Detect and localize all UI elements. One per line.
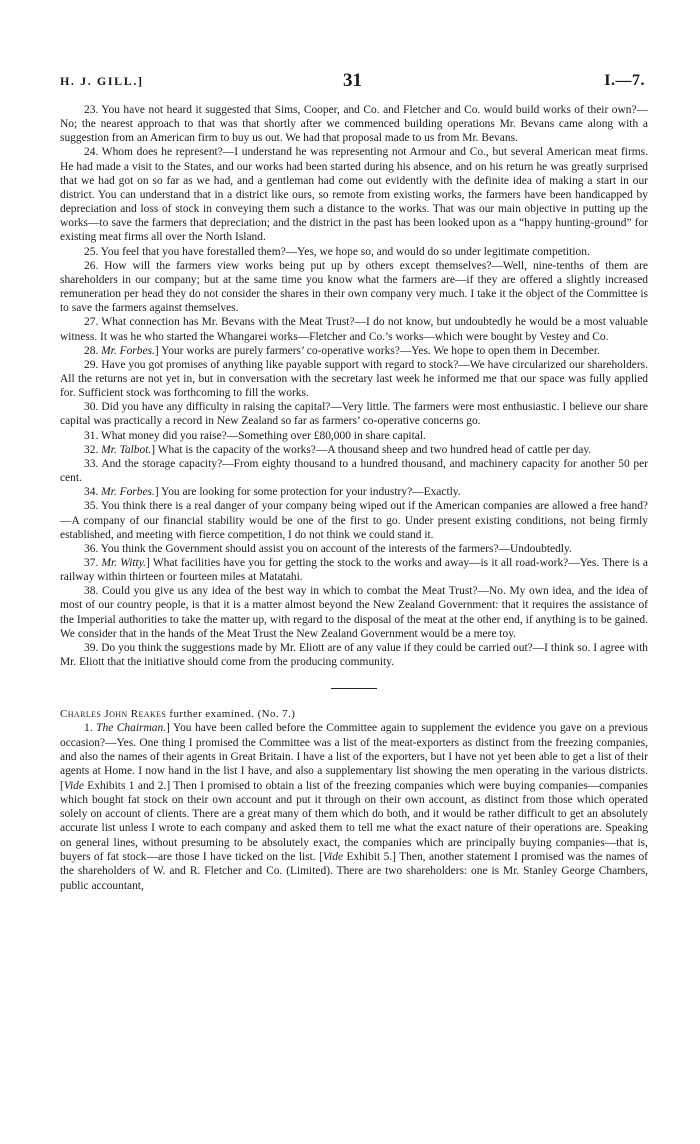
question-paragraph	[60, 400, 648, 428]
question-paragraph	[60, 721, 648, 893]
section-divider	[331, 688, 377, 689]
paragraph-text: 39. Do you think the suggestions made by Mr. Eliott are of any value if they could be carried out?—I think so. I agree with Mr. Eliott that the initiative should come from the producing community.	[60, 641, 648, 669]
question-paragraph	[60, 457, 648, 485]
speaker-name: Mr. Talbot.	[101, 443, 152, 456]
question-paragraph	[60, 584, 648, 641]
page-body	[60, 103, 648, 893]
question-paragraph	[60, 344, 648, 358]
question-paragraph	[60, 556, 648, 584]
header-witness-name: H. J. GILL.]	[60, 74, 144, 88]
paragraph-text: 1.	[84, 722, 97, 735]
paragraph-text: 23. You have not heard it suggested that Sims, Cooper, and Co. and Fletcher and Co. would build works of their own?—No; the nearest approach to that was that shortly after we commenced building operations Mr. Bevans came along with a suggestion from an American firm to buy us out. We had that proposal made to us from Mr. Bevans.	[60, 104, 648, 145]
paragraph-text: Exhibit 5.] Then, another statement I promised was the names of the shareholders of W. and R. Fletcher and Co. (Limited). There are two shareholders: one is Mr. Stanley George Chambers, public accountant,	[60, 851, 648, 892]
paragraph-text: 36. You think the Government should assist you on account of the interests of the farmers?—Undoubtedly.	[84, 542, 572, 555]
paragraph-text: 29. Have you got promises of anything like payable support with regard to stock?—We have circularized our shareholders. All the returns are not yet in, but in conversation with the secretary last week he informed me that our space was fully applied for. Sufficient stock was forthcoming to fill the works.	[60, 358, 648, 400]
witness-heading	[60, 707, 648, 721]
paragraph-text: ] Your works are purely farmers’ co-operative works?—Yes. We hope to open them in December.	[154, 344, 600, 357]
paragraph-text: ] You have been called before the Committee again to supplement the evidence you gave on a previous occasion?—Yes. One thing I promised the Committee was a list of the meat-exporters as distinct from the freezing companies, and also the names of their agents in Great Britain. I have a list of the exporters, but I have not yet been able to get a list of their agents at Home. I now hand in the list I have, and also a supplementary list showing the men operating in the various districts. [	[60, 722, 648, 792]
paragraph-text: 38. Could you give us any idea of the best way in which to combat the Meat Trust?—No. My own idea, and the idea of most of our country people, is that it is a matter almost beyond the New Zealand Government: that it requires the assistance of the Imperial authorities to take the matter up, with regard to the disposal of the meat at the other end, if anything is to be gained. We consider that in the hands of the Meat Trust the New Zealand Government would be a mere toy.	[60, 585, 648, 640]
paragraph-text: 35. You think there is a real danger of your company being wiped out if the American companies are allowed a free hand?—A company of our financial stability would be one of the first to go. Under present existing conditions, not being firmly established, and meeting with fierce competition, I do not think we could stand it.	[60, 500, 648, 541]
speaker-name: Vide	[63, 779, 84, 792]
paragraph-text: 28.	[84, 344, 102, 357]
speaker-name: Mr. Forbes.	[101, 486, 155, 499]
paragraph-text: 34.	[84, 486, 102, 499]
question-paragraph	[60, 485, 648, 499]
paragraph-text: 27. What connection has Mr. Bevans with the Meat Trust?—I do not know, but undoubtedly he would be a most valuable witness. It was he who started the Whangarei works—Fletcher and Co.’s works—which were bought by Vestey and Co.	[60, 316, 648, 343]
question-paragraph	[60, 315, 648, 343]
speaker-name: The Chairman.	[96, 722, 167, 735]
paragraph-text: ] What facilities have you for getting the stock to the works and away—is it all road-work?—Yes. There is a railway within thirteen or fourteen miles at Matatahi.	[60, 557, 649, 584]
paragraph-text: 26. How will the farmers view works being put up by others except themselves?—Well, nine-tenths of them are shareholders in our company; but at the same time you know what the farmers are—if they are offered a slightly increased remuneration per head they do not consider the shares in their own company very much. I take it the object of the Committee is to save the farmers against themselves.	[60, 259, 648, 315]
paragraph-text: 24. Whom does he represent?—I understand he was representing not Armour and Co., but several American meat firms. He had made a visit to the States, and our works had been started during his absence, and on his return he was greatly surprised that we had got on so far as we had, and a gentleman had come out evidently with the definite idea of making a start in our district. You can understand that in a district like ours, so remote from existing works, the farmers have been handicapped by depreciation and loss of stock in conveying them such a distance to the works. That was our main objective in putting up the works—to save the farmers that depreciation; and the district in the past has been looked upon as a “happy hunting-ground” for existing meat firms all over the North Island.	[60, 146, 648, 244]
paragraph-text: ] What is the capacity of the works?—A thousand sheep and two hundred head of cattle per day.	[151, 443, 592, 456]
document-reference: I.—7.	[604, 72, 645, 89]
speaker-name: Mr. Witty.	[101, 557, 147, 569]
question-paragraph	[60, 499, 648, 541]
testimony-section-continued	[60, 103, 648, 669]
paragraph-text: 33. And the storage capacity?—From eighty thousand to a hundred thousand, and machinery capacity for another 50 per cent.	[60, 457, 648, 485]
page-number: 31	[343, 70, 362, 91]
question-paragraph	[60, 358, 648, 400]
paragraph-text: 31. What money did you raise?—Something over £80,000 in share capital.	[84, 429, 426, 442]
question-paragraph	[60, 245, 648, 259]
speaker-name: Mr. Forbes.	[101, 344, 155, 357]
question-paragraph	[60, 145, 648, 244]
paragraph-text: 25. You feel that you have forestalled them?—Yes, we hope so, and would do so under legitimate competition.	[84, 245, 590, 258]
question-paragraph	[60, 429, 648, 443]
paragraph-text: 37.	[84, 557, 102, 569]
question-paragraph	[60, 259, 648, 316]
paragraph-text: 32.	[84, 443, 102, 456]
witness-name: Charles John Reakes	[60, 708, 167, 721]
paragraph-text: ] You are looking for some protection for your industry?—Exactly.	[154, 486, 461, 499]
witness-heading-rest: further examined. (No. 7.)	[166, 708, 296, 721]
question-paragraph	[60, 542, 648, 556]
speaker-name: Vide	[322, 851, 344, 864]
testimony-section-reakes	[60, 721, 648, 893]
page-header	[60, 72, 645, 92]
question-paragraph	[60, 443, 648, 457]
paragraph-text: Exhibits 1 and 2.] Then I promised to obtain a list of the freezing companies which were buying companies—companies which bought fat stock on their own account and put it through on their own account, as distinct from those which operated solely on account of clients. There are a great many of them which do both, and it would be rather difficult to get an absolutely accurate list unless I wrote to each company and asked them to tell me what the exact nature of their operations are. Speaking on general lines, without presuming to be absolutely exact, the companies which are principally buying companies—that is, buyers of fat stock—are those I have ticked on the list. [	[60, 779, 648, 864]
question-paragraph	[60, 641, 648, 669]
question-paragraph	[60, 103, 648, 145]
paragraph-text: 30. Did you have any difficulty in raising the capital?—Very little. The farmers were most enthusiastic. I believe our share capital was practically a record in New Zealand so far as farmers’ co-operative concerns go.	[60, 401, 648, 428]
